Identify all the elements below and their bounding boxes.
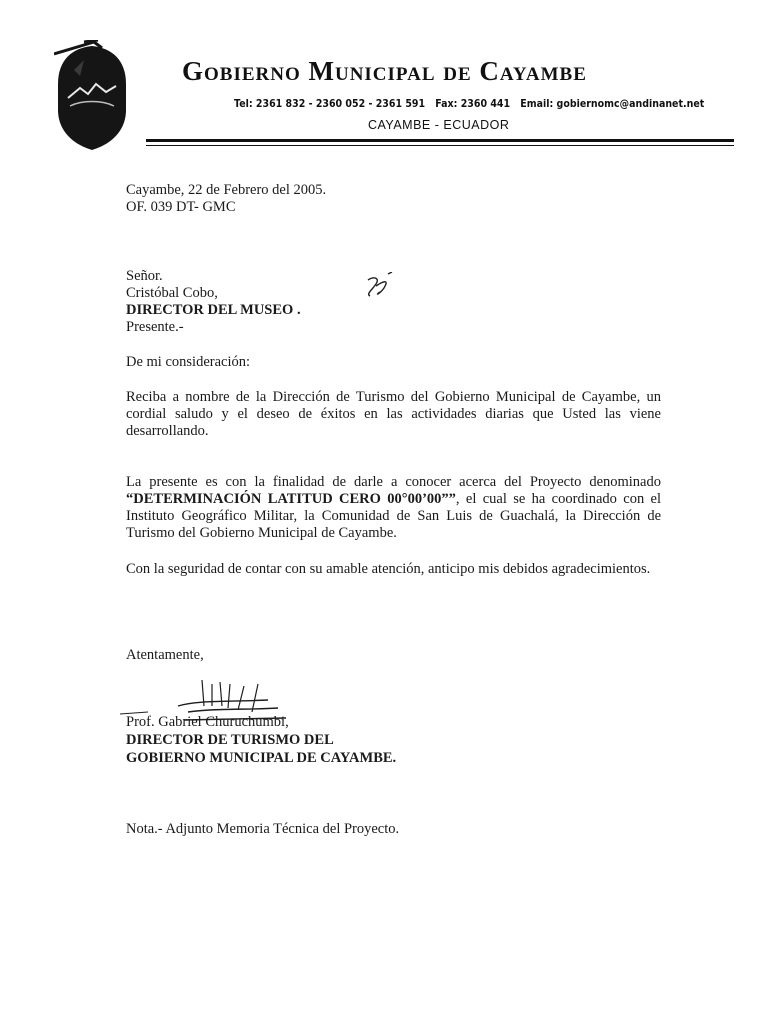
letterhead-rule-thick [146, 139, 734, 142]
paragraph-2 [126, 474, 661, 542]
contact-line [234, 97, 705, 110]
recipient-salutation: Señor. [126, 268, 163, 284]
organization-name: Gobierno Municipal de Cayambe [182, 56, 587, 86]
greeting: De mi consideración: [126, 354, 251, 370]
paragraph-2-lead: La presente es con la finalidad de darle a conocer acerca del Proyecto denominado [126, 474, 661, 490]
signer-name: Prof. Gabriel Churuchumbi, [126, 714, 289, 730]
reference-number: OF. 039 DT- GMC [126, 199, 236, 215]
recipient-title: DIRECTOR DEL MUSEO . [126, 302, 301, 318]
attachment-note: Nota.- Adjunto Memoria Técnica del Proyecto. [126, 821, 400, 837]
recipient-presente: Presente.- [126, 319, 184, 335]
fax-number: Fax: 2360 441 [435, 97, 511, 110]
letterhead-rule-thin [146, 145, 734, 146]
paragraph-2-rest: , el cual se ha coordinado con el Instituto Geográfico Militar, la Comunidad de San Luis de Guachalá, la Dirección de Turismo del Gobierno Municipal de Cayambe. [126, 491, 662, 541]
recipient-name: Cristóbal Cobo, [126, 285, 218, 301]
signer-title-line-2: GOBIERNO MUNICIPAL DE CAYAMBE. [126, 750, 397, 766]
date-line: Cayambe, 22 de Febrero del 2005. [126, 182, 327, 198]
signer-title-line-1: DIRECTOR DE TURISMO DEL [126, 732, 334, 748]
initials-icon [362, 272, 396, 300]
location-line: CAYAMBE - ECUADOR [368, 118, 510, 132]
paragraph-3: Con la seguridad de contar con su amable atención, anticipo mis debidos agradecimientos. [126, 561, 651, 577]
phone-numbers: Tel: 2361 832 - 2360 052 - 2361 591 [234, 97, 426, 110]
email-address: Email: gobiernomc@andinanet.net [520, 97, 705, 110]
project-name: “DETERMINACIÓN LATITUD CERO 00°00’00”” [126, 491, 456, 507]
paragraph-1: Reciba a nombre de la Dirección de Turismo del Gobierno Municipal de Cayambe, un cordial saludo y el deseo de éxitos en las actividades diarias que Usted las viene desarrollando. [126, 389, 661, 439]
municipal-shield-icon [54, 40, 130, 152]
closing-farewell: Atentamente, [126, 647, 204, 663]
